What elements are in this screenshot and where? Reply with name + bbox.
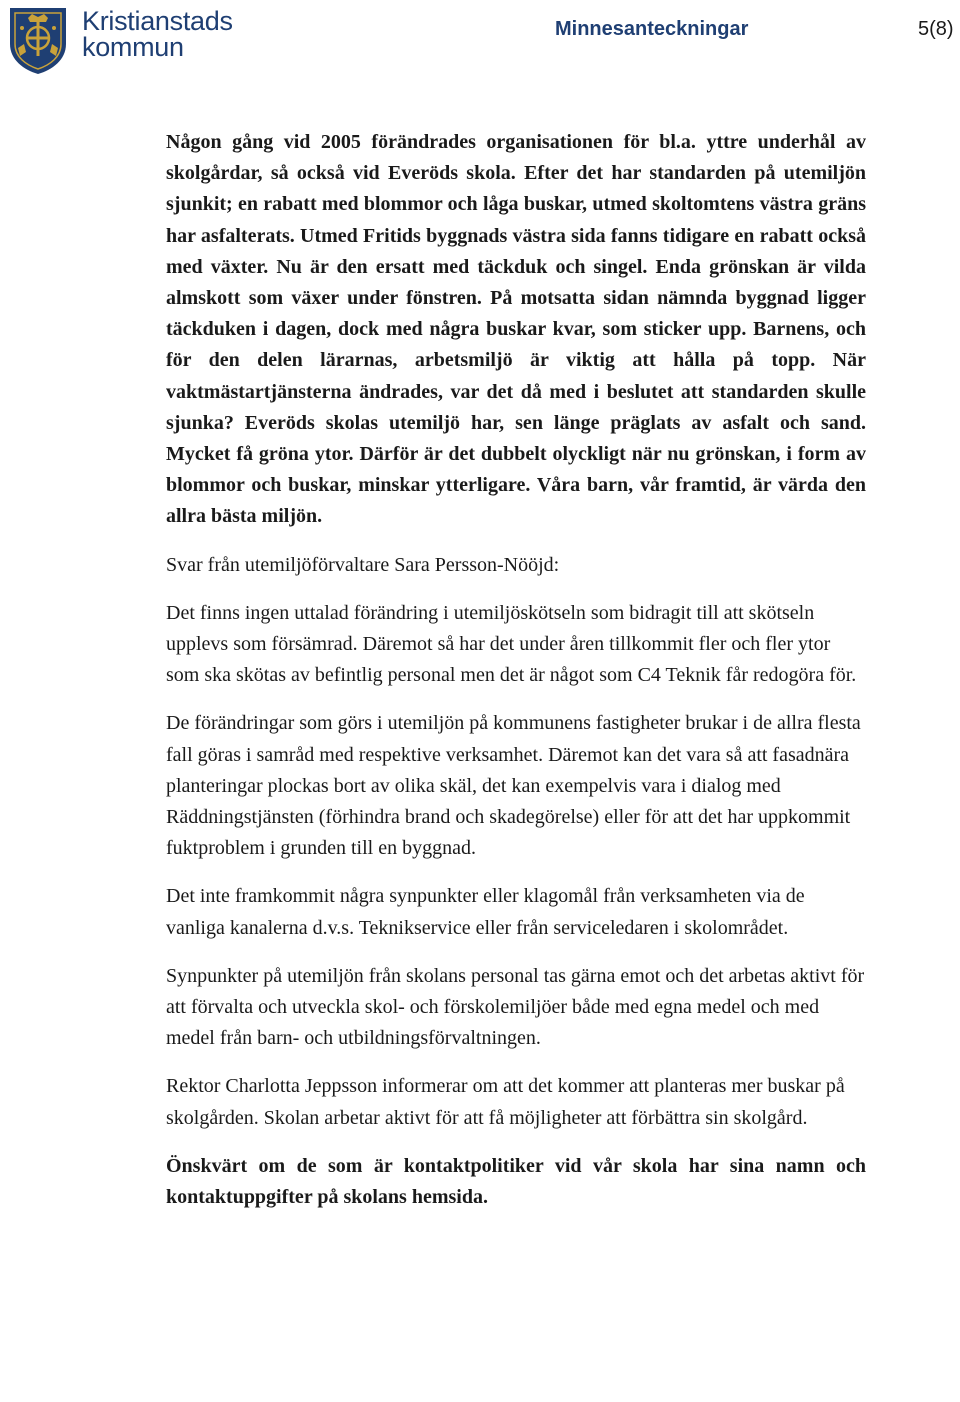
page-header: [0, 0, 960, 80]
logo-line-2: kommun: [82, 32, 184, 62]
document-body: [166, 127, 866, 1213]
response-paragraph-1: Det finns ingen uttalad förändring i utemiljöskötseln som bidragit till att skötseln upplevs som försämrad. Däremot så har det under åren tillkommit fler och fler ytor som ska skötas av befintlig personal men det är något som C4 Teknik får redogöra för.: [166, 601, 857, 687]
document-title: Minnesanteckningar: [555, 18, 749, 40]
response-paragraph-2: De förändringar som görs i utemiljön på kommunens fastigheter brukar i de allra flesta fall göras i samråd med respektive verksamhet. Däremot kan det vara så att fasadnära planteringar plockas bort av olika skäl, det kan exempelvis vara i dialog med Räddningstjänsten (förhindra brand och skadegörelse) eller för att det har uppkommit fuktproblem i grunden till en byggnad.: [166, 712, 861, 860]
municipality-logo: [6, 4, 246, 76]
principal-note: Rektor Charlotta Jeppsson informerar om att det kommer att planteras mer buskar på skolgården. Skolan arbetar aktivt för att få möjligheter att förbättra sin skolgård.: [166, 1075, 845, 1129]
question-paragraph: Någon gång vid 2005 förändrades organisationen för bl.a. yttre underhål av skolgårdar, så också vid Everöds skola. Efter det har standarden på utemiljön sjunkit; en rabatt med blommor och låga buskar, utmed skoltomtens västra gräns har asfalterats. Utmed Fritids byggnads västra sida fanns tidigare en rabatt också med växter. Nu är den ersatt med täckduk och singel. Enda grönskan är vilda almskott som växer under fönstren. På motsatta sidan nämnda byggnad ligger täckduken i dagen, dock med några buskar kvar, som sticker upp. Barnens, och för den delen lärarnas, arbetsmiljö är viktig att hålla på topp. När vaktmästartjänsterna ändrades, var det då med i beslutet att standarden skulle sjunka? Everöds skolas utemiljö har, sen länge präglats av asfalt och sand. Mycket få gröna ytor. Därför är det dubbelt olyckligt när nu grönskan, i form av blommor och buskar, minskar ytterligare. Våra barn, vår framtid, är värda den allra bästa miljön.: [166, 131, 866, 528]
coat-of-arms-icon: [6, 4, 70, 76]
response-paragraph-3: Det inte framkommit några synpunkter eller klagomål från verksamheten via de vanliga kanalerna d.v.s. Teknikservice eller från serviceledaren i skolområdet.: [166, 885, 805, 939]
logo-line-1: Kristianstads: [82, 6, 233, 36]
logo-wordmark: [82, 8, 233, 60]
request-paragraph: Önskvärt om de som är kontaktpolitiker vid vår skola har sina namn och kontaktuppgifter på skolans hemsida.: [166, 1154, 866, 1209]
response-heading: Svar från utemiljöförvaltare Sara Persson-Nööjd:: [166, 553, 560, 576]
response-paragraph-4: Synpunkter på utemiljön från skolans personal tas gärna emot och det arbetas aktivt för att förvalta och utveckla skol- och förskolemiljöer både med egna medel och med medel från barn- och utbildningsförvaltningen.: [166, 964, 865, 1050]
page-number: 5(8): [918, 18, 954, 40]
